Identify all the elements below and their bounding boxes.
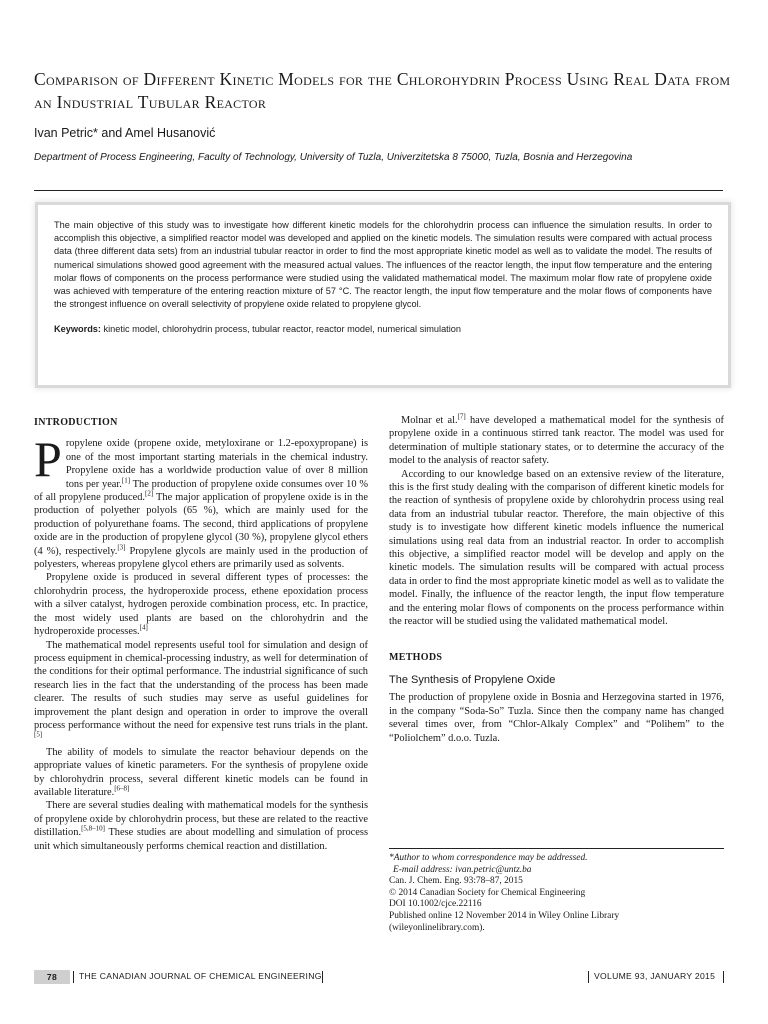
left-column — [34, 416, 368, 853]
intro-paragraph-6: Molnar et al.[7] have developed a mathematical model for the synthesis of propylene oxide in a continuous stirred tank reactor. The model was used for determination of multiple stationary states, or to determine the accuracy of the model to the analysis of reactor safety. — [389, 412, 724, 467]
doi: DOI 10.1002/cjce.22116 — [389, 899, 482, 910]
footnote-divider — [389, 848, 724, 849]
drop-cap: P — [34, 431, 62, 488]
volume-info: VOLUME 93, JANUARY 2015 — [594, 971, 716, 981]
keywords-label: Keywords: — [54, 324, 101, 335]
keywords — [54, 323, 712, 336]
journal-name: THE CANADIAN JOURNAL OF CHEMICAL ENGINEERING — [79, 971, 322, 981]
citation: Can. J. Chem. Eng. 93:78–87, 2015 — [389, 876, 523, 887]
intro-paragraph-5: There are several studies dealing with mathematical models for the synthesis of propylene oxide by chlorohydrin process, but these are related to the reactive distillation.[5,8–10] These studies are about modelling and simulation of process unit which simultaneously performs chemical reaction and distillation. — [34, 800, 368, 852]
methods-paragraph-1: The production of propylene oxide in Bosnia and Herzegovina started in 1976, in the company “Soda-So” Tuzla. Since then the company name has changed several times over, from “Chlor-Alkaly Complex” and “Polihem” to the “Poliolchem” d.o.o. Tuzla. — [389, 692, 724, 744]
footer-separator — [723, 971, 724, 983]
methods-heading: METHODS — [389, 651, 443, 663]
intro-paragraph-1: Propylene oxide (propene oxide, metyloxirane or 1.2-epoxypropane) is one of the most important starting materials in the chemical industry. Propylene oxide has a worldwide production value of over 8 million tons per year.[1] The production of propylene oxide consumes over 10 % of all propylene produced.[2] The major application of propylene oxide is in the production of polyether polyols (65 %), which are mainly used for the production of polyurethane foams. The second, third applications of propylene oxide are in the production of propylene glycol (30 %), propylene glycol ethers (4 %), respectively.[3] Propylene glycols are mainly used in the production of polyesters, whereas propylene glycol ethers are primarily used as solvents. — [34, 431, 369, 571]
copyright: © 2014 Canadian Society for Chemical Engineering — [389, 887, 586, 898]
footer-separator — [588, 971, 589, 983]
intro-paragraph-3: The mathematical model represents useful tool for simulation and design of process equipment in chemical-processing industry, as well for determination of the conditions for their optimal performance. The industrial significance of such research lies in the fact that the understanding of the process has been made clearer. The results of such studies may serve as useful guidelines for improvement the plant design and operation in order to improve the overall process performance without the need for expensive test runs trials in the plant.[5] — [34, 639, 368, 739]
footer-separator — [322, 971, 323, 983]
published-online: Published online 12 November 2014 in Wiley Online Library — [389, 910, 620, 921]
page-footer — [34, 970, 724, 984]
intro-paragraph-7: According to our knowledge based on an extensive review of the literature, this is the first study dealing with the comparison of different kinetic models for the reaction of synthesis of propylene oxide by chlorohydrin process using real data from an industrial tubular reactor. Therefore, the main objective of this study is to investigate how different kinetic models influence the numerical simulations using real data from an industrial reactor. In order to accomplish this objective, a simplified reactor model will be develop and apply on the kinetic models. The simulation results will be compared with actual process data in order to find the most appropriate kinetic model as well as to validate the model. Finally, the influence of the reactor length, the input flow temperature and the entering molar flows of components on the process performance within the reactor will be studied using the validated mathematical model. — [389, 468, 724, 628]
authors: Ivan Petric* and Amel Husanović — [34, 126, 216, 140]
subsection-heading: The Synthesis of Propylene Oxide — [389, 673, 556, 686]
library-url: (wileyonlinelibrary.com). — [389, 922, 485, 933]
article-title: Comparison of Different Kinetic Models for the Chlorohydrin Process Using Real Data from an Industrial Tubular Reactor — [34, 69, 731, 112]
header-divider — [34, 190, 723, 191]
footnote — [389, 853, 724, 934]
affiliation: Department of Process Engineering, Faculty of Technology, University of Tuzla, Univerzitetska 8 75000, Tuzla, Bosnia and Herzegovina — [34, 152, 633, 163]
intro-paragraph-2: Propylene oxide is produced in several different types of processes: the chlorohydrin process, the hydroperoxide process, ethene epoxidation process with a silver catalyst, hydrogen peroxide combination process, etc. In practice, the most widely used plants are based on the chlorohydrin and the hydroperoxide processes.[4] — [34, 572, 368, 638]
right-column — [389, 414, 724, 745]
intro-paragraph-4: The ability of models to simulate the reactor behaviour depends on the appropriate values of kinetic parameters. For the synthesis of propylene oxide by chlorohydrin process, several different kinetic models can be found in available literature.[6–8] — [34, 746, 368, 798]
introduction-heading: INTRODUCTION — [34, 417, 118, 428]
abstract-text: The main objective of this study was to investigate how different kinetic models for the chlorohydrin process can influence the simulation results. In order to accomplish this objective, a simplified reactor model was developed and applied on the kinetic models. The simulation results were compared with actual process data (three different data sets) from an industrial tubular reactor in order to find the most appropriate kinetic model as well as to validate the model. The results of numerical simulations showed good agreement with the measured actual values. The influences of the reactor length, the input flow temperature and the entering molar flows of components on the process performance were studied using the validated mathematical model. The maximum molar flow rate of propylene oxide was achieved with temperature of the entering reaction mixture of 57 °C. The reactor length, the input flow temperature and the molar flows of components have the strongest influence on overall selectivity of propylene oxide related to propylene glycol. — [54, 220, 712, 310]
page-number: 78 — [34, 970, 70, 984]
footer-separator — [73, 971, 74, 983]
abstract-box — [38, 205, 728, 385]
correspondence-email: E-mail address: ivan.petric@untz.ba — [393, 864, 532, 875]
correspondence-note: *Author to whom correspondence may be addressed. — [389, 853, 588, 863]
keywords-list: kinetic model, chlorohydrin process, tubular reactor, reactor model, numerical simulation — [103, 324, 461, 335]
